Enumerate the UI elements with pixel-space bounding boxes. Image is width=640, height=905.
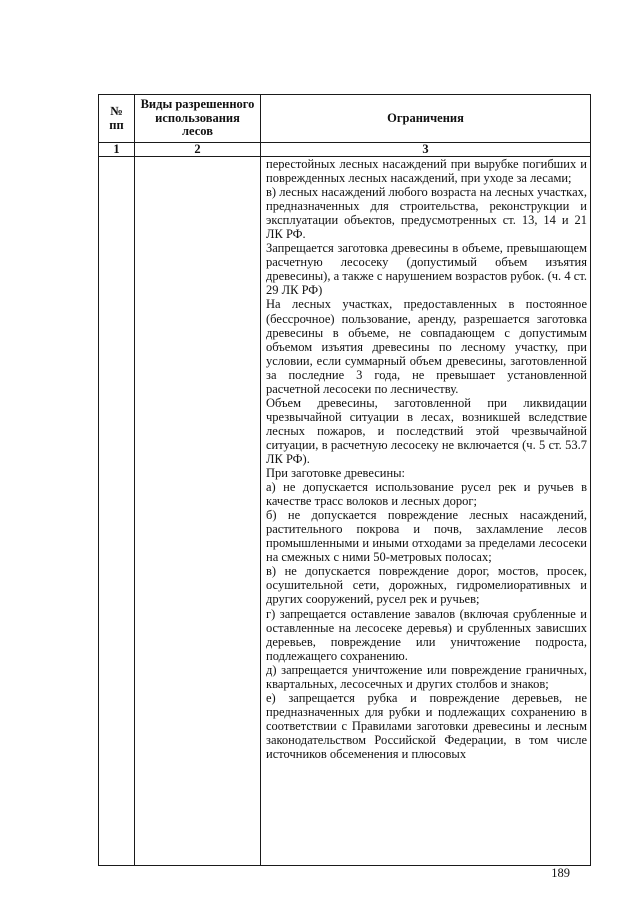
header-number-line: пп: [109, 117, 124, 132]
restrictions-text-cell: [261, 157, 591, 866]
header-restrictions: Ограничения: [261, 95, 591, 143]
column-number-row: [99, 143, 591, 157]
column-number: 3: [261, 143, 591, 157]
paragraph: е) запрещается рубка и повреждение деревьев, не предназначенных для рубки и подлежащих сохранению в соответствии с Правилами заготовки древесины и лесным законодательством Российской Федерации, в том числе источников обсеменения и плюсовых: [266, 690, 587, 761]
column-number: 1: [99, 143, 135, 157]
column-number: 2: [135, 143, 261, 157]
table-row: [99, 157, 591, 866]
paragraph: б) не допускается повреждение лесных насаждений, растительного покрова и почв, захламление лесов промышленными и иными отходами за пределами лесосеки на смежных с ними 50-метровых полосах;: [266, 508, 587, 565]
paragraph: д) запрещается уничтожение или повреждение граничных, квартальных, лесосечных и других столбов и знаков;: [266, 662, 587, 691]
header-number-line: №: [110, 104, 123, 118]
page-number: 189: [551, 866, 570, 880]
paragraph: в) лесных насаждений любого возраста на лесных участках, предназначенных для строительства, реконструкции и эксплуатации объектов, предусмотренных ст. 13, 14 и 21 ЛК РФ.: [266, 185, 587, 242]
paragraph: г) запрещается оставление завалов (включая срубленные и оставленные на лесосеке деревья) и срубленных зависших деревьев, повреждение или уничтожение подроста, подлежащего сохранению.: [266, 606, 587, 663]
empty-usage-cell: [135, 157, 261, 866]
header-usage-line: лесов: [182, 124, 213, 139]
header-usage-types: [135, 95, 261, 143]
table-header-row: [99, 95, 591, 143]
header-number: [99, 95, 135, 143]
paragraph: перестойных лесных насаждений при вырубке погибших и поврежденных лесных насаждений, при уходе за лесами;: [266, 157, 587, 186]
paragraph: На лесных участках, предоставленных в постоянное (бессрочное) пользование, аренду, разрешается заготовка древесины в объеме, не совпадающем с допустимым объемом изъятия древесины по лесному участку, при условии, если суммарный объем древесины, заготовленной за последние 3 года, не превышает установленной расчетной лесосеки по лесничеству.: [266, 297, 587, 396]
header-usage-line: использования: [155, 110, 240, 125]
header-usage-line: Виды разрешенного: [140, 97, 255, 112]
restrictions-table: [98, 94, 591, 866]
empty-number-cell: [99, 157, 135, 866]
paragraph: Запрещается заготовка древесины в объеме, превышающем расчетную лесосеку (допустимый объем изъятия древесины), а также с нарушением возрастов рубок. (ч. 4 ст. 29 ЛК РФ): [266, 241, 587, 298]
paragraph: а) не допускается использование русел рек и ручьев в качестве трасс волоков и лесных дорог;: [266, 480, 587, 509]
paragraph: При заготовке древесины:: [266, 466, 406, 481]
paragraph: Объем древесины, заготовленной при ликвидации чрезвычайной ситуации в лесах, возникшей вследствие лесных пожаров, и последствий этой чрезвычайной ситуации, в расчетную лесосеку не включается (ч. 5 ст. 53.7 ЛК РФ).: [266, 395, 587, 466]
paragraph: в) не допускается повреждение дорог, мостов, просек, осушительной сети, дорожных, гидромелиоративных и других сооружений, русел рек и ручьев;: [266, 564, 587, 607]
